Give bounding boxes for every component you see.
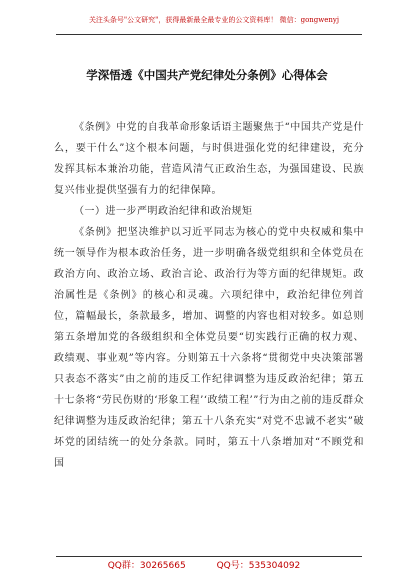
document-body (54, 117, 364, 474)
header-note: 关注头条号"公文研究"，获得最新最全最专业的公文资料库！ 微信：gongwenyj (88, 16, 340, 24)
document-title: 学深悟透《中国共产党纪律处分条例》心得体会 (86, 68, 328, 82)
header-divider (56, 34, 362, 35)
footer (0, 560, 408, 572)
section-heading: （一）进一步严明政治纪律和政治规矩 (74, 206, 253, 217)
footer-divider (56, 556, 362, 557)
qq-group-number: QQ群：30265665 (107, 561, 186, 571)
paragraph: 《条例》中党的自我革命形象话语主题聚焦于“中国共产党是什么，要干什么”这个根本问题，与时俱进强化党的纪律建设，充分发挥其标本兼治功能，营造风清气正政治生态，为强国建设、民族复兴伟业提供坚强有力的纪律保障。 (54, 122, 364, 196)
qq-number: QQ号：535304092 (216, 561, 301, 571)
paragraph: 《条例》把坚决维护以习近平同志为核心的党中央权威和集中统一领导作为根本政治任务，进一步明确各级党组织和全体党员在政治方向、政治立场、政治言论、政治行为等方面的纪律规矩。政治属性是《条例》的核心和灵魂。六项纪律中，政治纪律位列首位，篇幅最长，条款最多，增加、调整的内容也相对较多。如总则第五条增加党的各级组织和全体党员要“切实践行正确的权力观、政绩观、事业观”等内容。分则第五十六条将“贯彻党中央决策部署只表态不落实”由之前的违反工作纪律调整为违反政治纪律；第五十七条将“劳民伤财的‘形象工程’‘政绩工程’”行为由之前的违反群众纪律调整为违反政治纪律；第五十八条充实“对党不忠诚不老实”破坏党的团结统一的处分条款。同时，第五十八条增加对“不顾党和国 (54, 227, 364, 469)
